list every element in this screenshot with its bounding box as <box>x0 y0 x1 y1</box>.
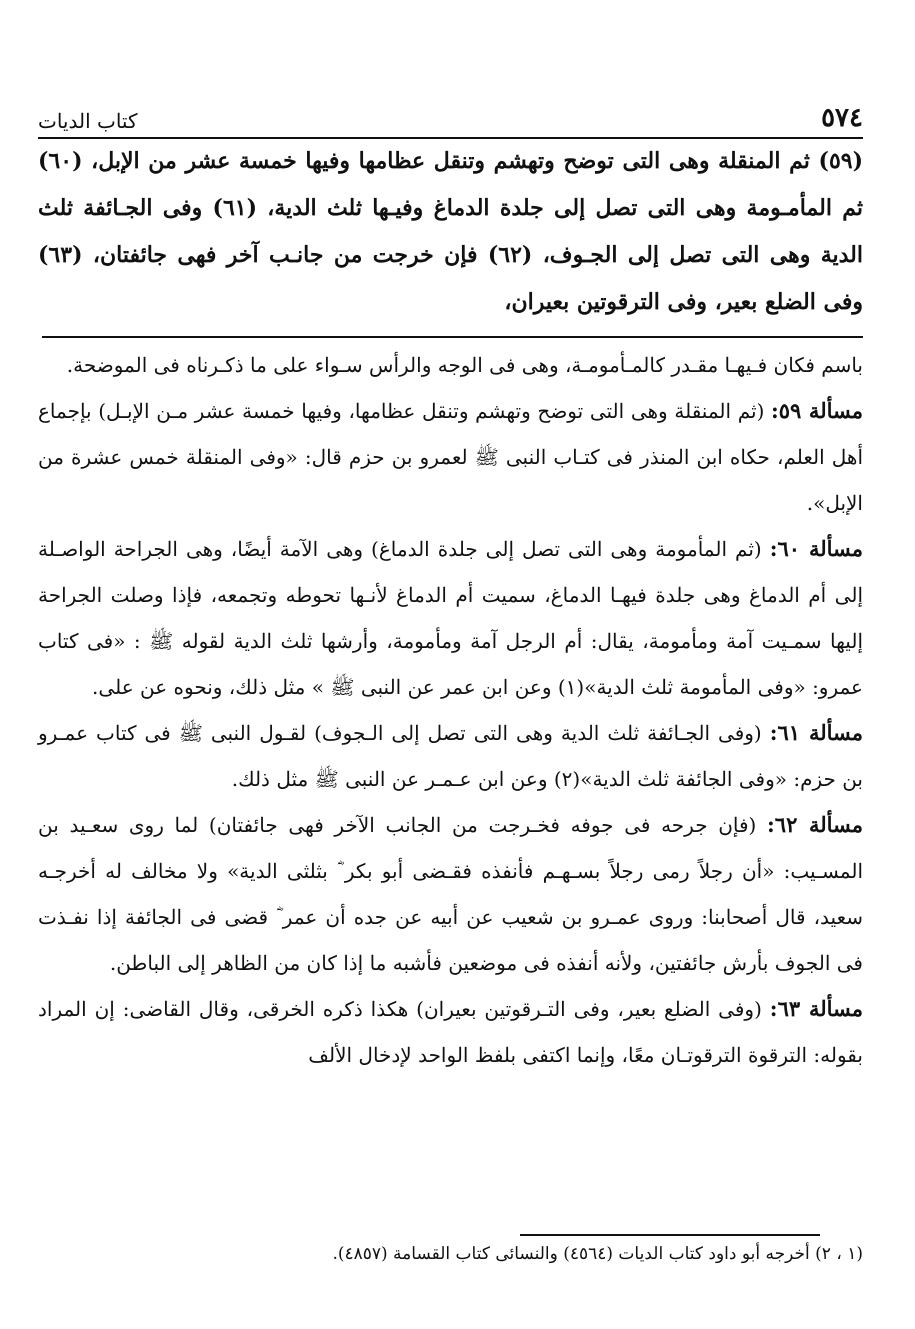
masala-59 <box>38 388 863 526</box>
masala-label: مسألة ٦١: <box>769 720 864 745</box>
masala-text: (ثم المأمومة وهى التى تصل إلى جلدة الدماغ) وهى الآمة أيضًا، وهى الجراحة الواصـلة إلى أم الدماغ وهى جلدة فيهـا الدماغ، سميت أم الدماغ لأنـها تحوطه وتجمعه، فإذا وصلت الجراحة إليها سمـيت آمة ومأمومة، يقال: أم الرجل آمة ومأمومة، وأرشها ثلث الدية لقوله ﷺ : «فى كتاب عمرو: «وفى المأمومة ثلث الدية»(١) وعن ابن عمر عن النبى ﷺ » مثل ذلك، ونحوه عن على. <box>38 537 863 699</box>
masala-text: (فإن جرحه فى جوفه فخـرجت من الجانب الآخر فهى جائفتان) لما روى سعـيد بن المسـيب: «أن رجلاً رمى رجلاً بسـهـم فأنفذه فقـضى أبو بكر ؓ بثلثى الدية» ولا مخالف له أخرجـه سعيد، قال أصحابنا: وروى عمـرو بن شعيب عن أبيه عن جده أن عمر ؓ قضى فى الجائفة إذا نفـذت فى الجوف بأرش جائفتين، ولأنه أنفذه فى موضعين فأشبه ما إذا كان من الظاهر إلى الباطن. <box>38 813 863 975</box>
masala-label: مسألة ٥٩: <box>771 398 863 423</box>
masala-text: (وفى الجـائفة ثلث الدية وهى التى تصل إلى الـجوف) لقـول النبى ﷺ فى كتاب عمـرو بن حزم: «وفى الجائفة ثلث الدية»(٢) وعن ابن عـمـر عن النبى ﷺ مثل ذلك. <box>38 721 863 791</box>
masala-60 <box>38 526 863 710</box>
commentary-intro <box>38 342 863 388</box>
masala-text: (ثم المنقلة وهى التى توضح وتهشم وتنقل عظامها، وفيها خمسة عشر مـن الإبـل) بإجماع أهل العلم، حكاه ابن المنذر فى كتـاب النبى ﷺ لعمرو بن حزم قال: «وفى المنقلة خمس عشرة من الإبل». <box>38 399 863 515</box>
masala-label: مسألة ٦٣: <box>769 996 864 1021</box>
commentary <box>38 342 863 1078</box>
main-text-paragraph: (٥٩) ثم المنقلة وهى التى توضح وتهشم وتنقل عظامها وفيها خمسة عشر من الإبل، (٦٠) ثم المأمـومة وهى التى تصل إلى جلدة الدماغ وفيـها ثلث الدية، (٦١) وفى الجـائفة ثلث الدية وهى التى تصل إلى الجـوف، (٦٢) فإن خرجت من جانـب آخر فهى جائفتان، (٦٣) وفى الضلع بعير، وفى الترقوتين بعيران، <box>38 148 863 315</box>
masala-62 <box>38 802 863 986</box>
masala-text: (وفى الضلع بعير، وفى التـرقوتين بعيران) هكذا ذكره الخرقى، وقال القاضى: إن المراد بقوله: الترقوة الترقوتـان معًا، وإنما اكتفى بلفظ الواحد لإدخال الألف <box>38 997 863 1067</box>
footnote: (١ ، ٢) أخرجه أبو داود كتاب الديات (٤٥٦٤) والنسائى كتاب القسامة (٤٨٥٧). <box>332 1244 863 1264</box>
masala-label: مسألة ٦٠: <box>769 536 864 561</box>
footnote-separator <box>520 1234 820 1236</box>
running-title: كتاب الديات <box>38 109 138 133</box>
masala-label: مسألة ٦٢: <box>767 812 864 837</box>
text-separator <box>42 336 863 338</box>
masala-63 <box>38 986 863 1078</box>
commentary-text: باسم فكان فـيهـا مقـدر كالمـأمومـة، وهى فى الوجه والرأس سـواء على ما ذكـرناه فى الموضحة. <box>66 353 863 377</box>
masala-61 <box>38 710 863 802</box>
main-text <box>38 138 863 326</box>
page-number: ٥٧٤ <box>821 103 863 133</box>
page-header <box>38 93 863 139</box>
